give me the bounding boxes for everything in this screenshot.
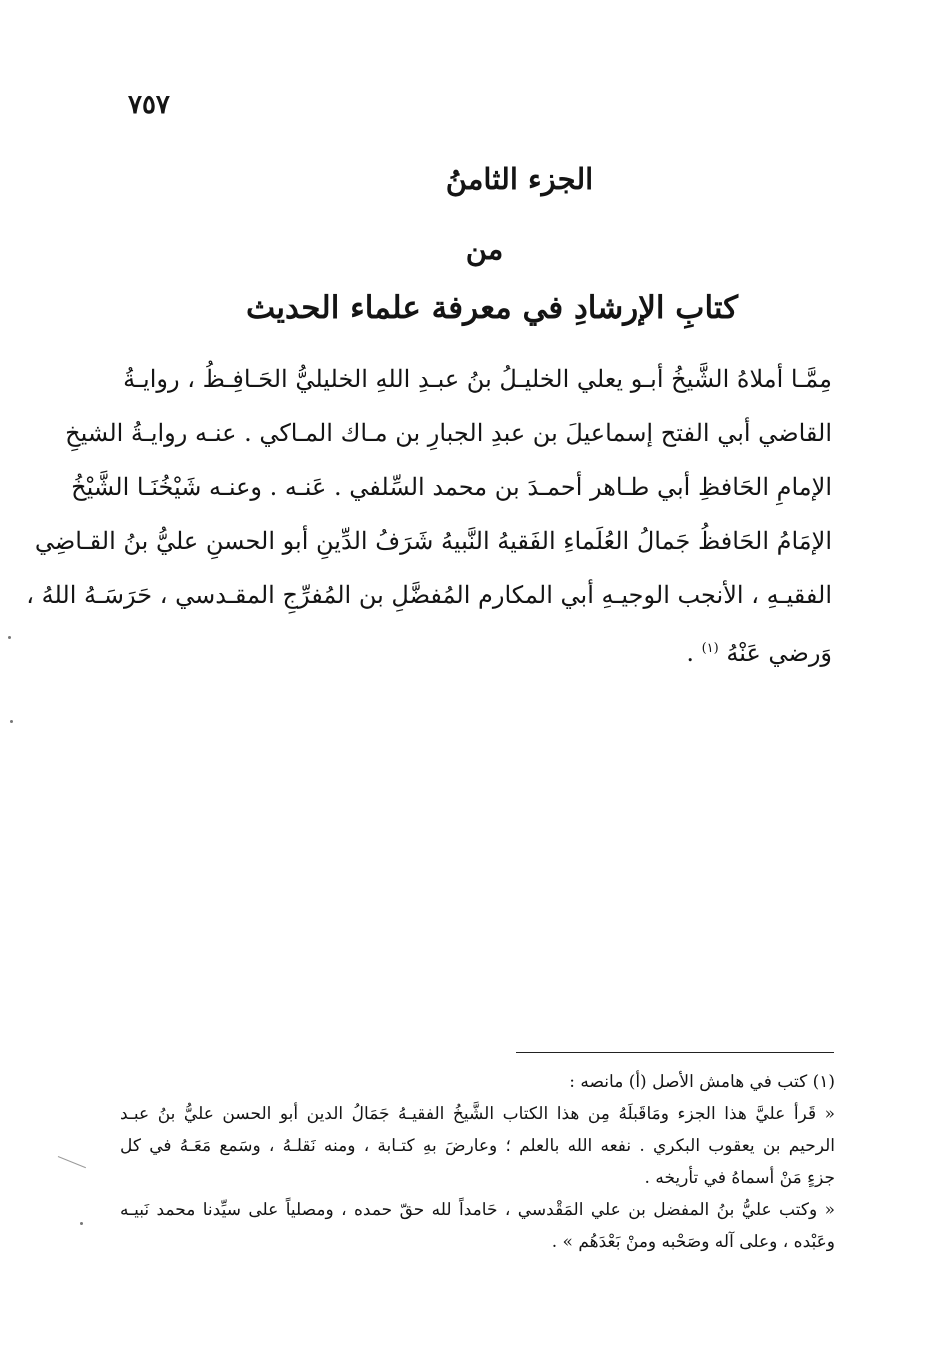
footnote-line: « قَرأ عليَّ هذا الجزء ومَاقَبلَهُ مِن هذا الكتاب الشَّيخُ الفقيـهُ جَمَالُ الدين أبو الحسن عليُّ بنُ عبـد: [120, 1104, 835, 1124]
scan-speck: [10, 720, 13, 723]
footnote-line: « وكتب عليُّ بنُ المفضل بن علي المَقْدسي ، حَامداً لله حقّ حمده ، ومصلياً على سيِّدنا محمد نَبيـه: [120, 1200, 835, 1220]
footnote-separator: [516, 1052, 834, 1053]
body-line: الإمامِ الحَافظِ أبي طـاهر أحمـدَ بن محمد السِّلفي . عَنـه . وعنـه شَيْخُنَـا الشَّيْخُ: [71, 473, 832, 501]
body-paragraph: [26, 352, 832, 676]
body-line-last: [130, 622, 832, 676]
scan-speck: [80, 1222, 83, 1225]
footnote-title: (١) كتب في هامش الأصل (أ) مانصه :: [569, 1072, 835, 1092]
page-number: ٧٥٧: [128, 90, 170, 120]
last-line-end: .: [686, 639, 702, 667]
book-title: كتابِ الإرشادِ في معرفة علماء الحديث: [245, 290, 739, 326]
footnotes: [120, 1066, 835, 1258]
body-line: مِمَّـا أملاهُ الشَّيخُ أبـو يعلي الخليـلُ بنُ عبـدِ اللهِ الخليليُّ الحَـافِـظُ ، روايـةُ: [123, 365, 832, 393]
footnote-line-last: وعَبْده ، وعلى آله وصَحْبه ومنْ بَعْدَهُم » .: [551, 1232, 835, 1252]
from-heading: من: [465, 232, 504, 266]
body-line: الإمَامُ الحَافظُ جَمالُ العُلَماءِ الفَقيهُ النَّبيهُ شَرَفُ الدِّينِ أبو الحسنِ عليُّ بنُ القـاضِي: [34, 527, 832, 555]
scan-speck: [8, 636, 11, 639]
footnote-line: الرحيم بن يعقوب البكري . نفعه الله بالعلم ؛ وعارضَ بهِ كتـابة ، ومنه نَقلـهُ ، وسَمع مَعَـهُ في كل: [120, 1136, 835, 1156]
body-line: الفقيـهِ ، الأنجب الوجيـهِ أبي المكارم المُفضَّلِ بن المُفرِّجِ المقـدسي ، حَرَسَـهُ اللهُ ،: [26, 581, 832, 609]
footnote-line: جزءٍ مَنْ أسماهُ في تأريخه .: [644, 1168, 835, 1188]
last-line-text: وَرضي عَنْهُ: [726, 639, 832, 667]
scan-mark: [58, 1156, 86, 1168]
part-heading: الجزء الثامنُ: [445, 162, 594, 196]
footnote-marker[interactable]: (١): [701, 641, 719, 656]
body-line: القاضي أبي الفتح إسماعيلَ بن عبدِ الجبارِ بن مـاك المـاكي . عنـه روايـةُ الشيخِ: [65, 419, 832, 447]
